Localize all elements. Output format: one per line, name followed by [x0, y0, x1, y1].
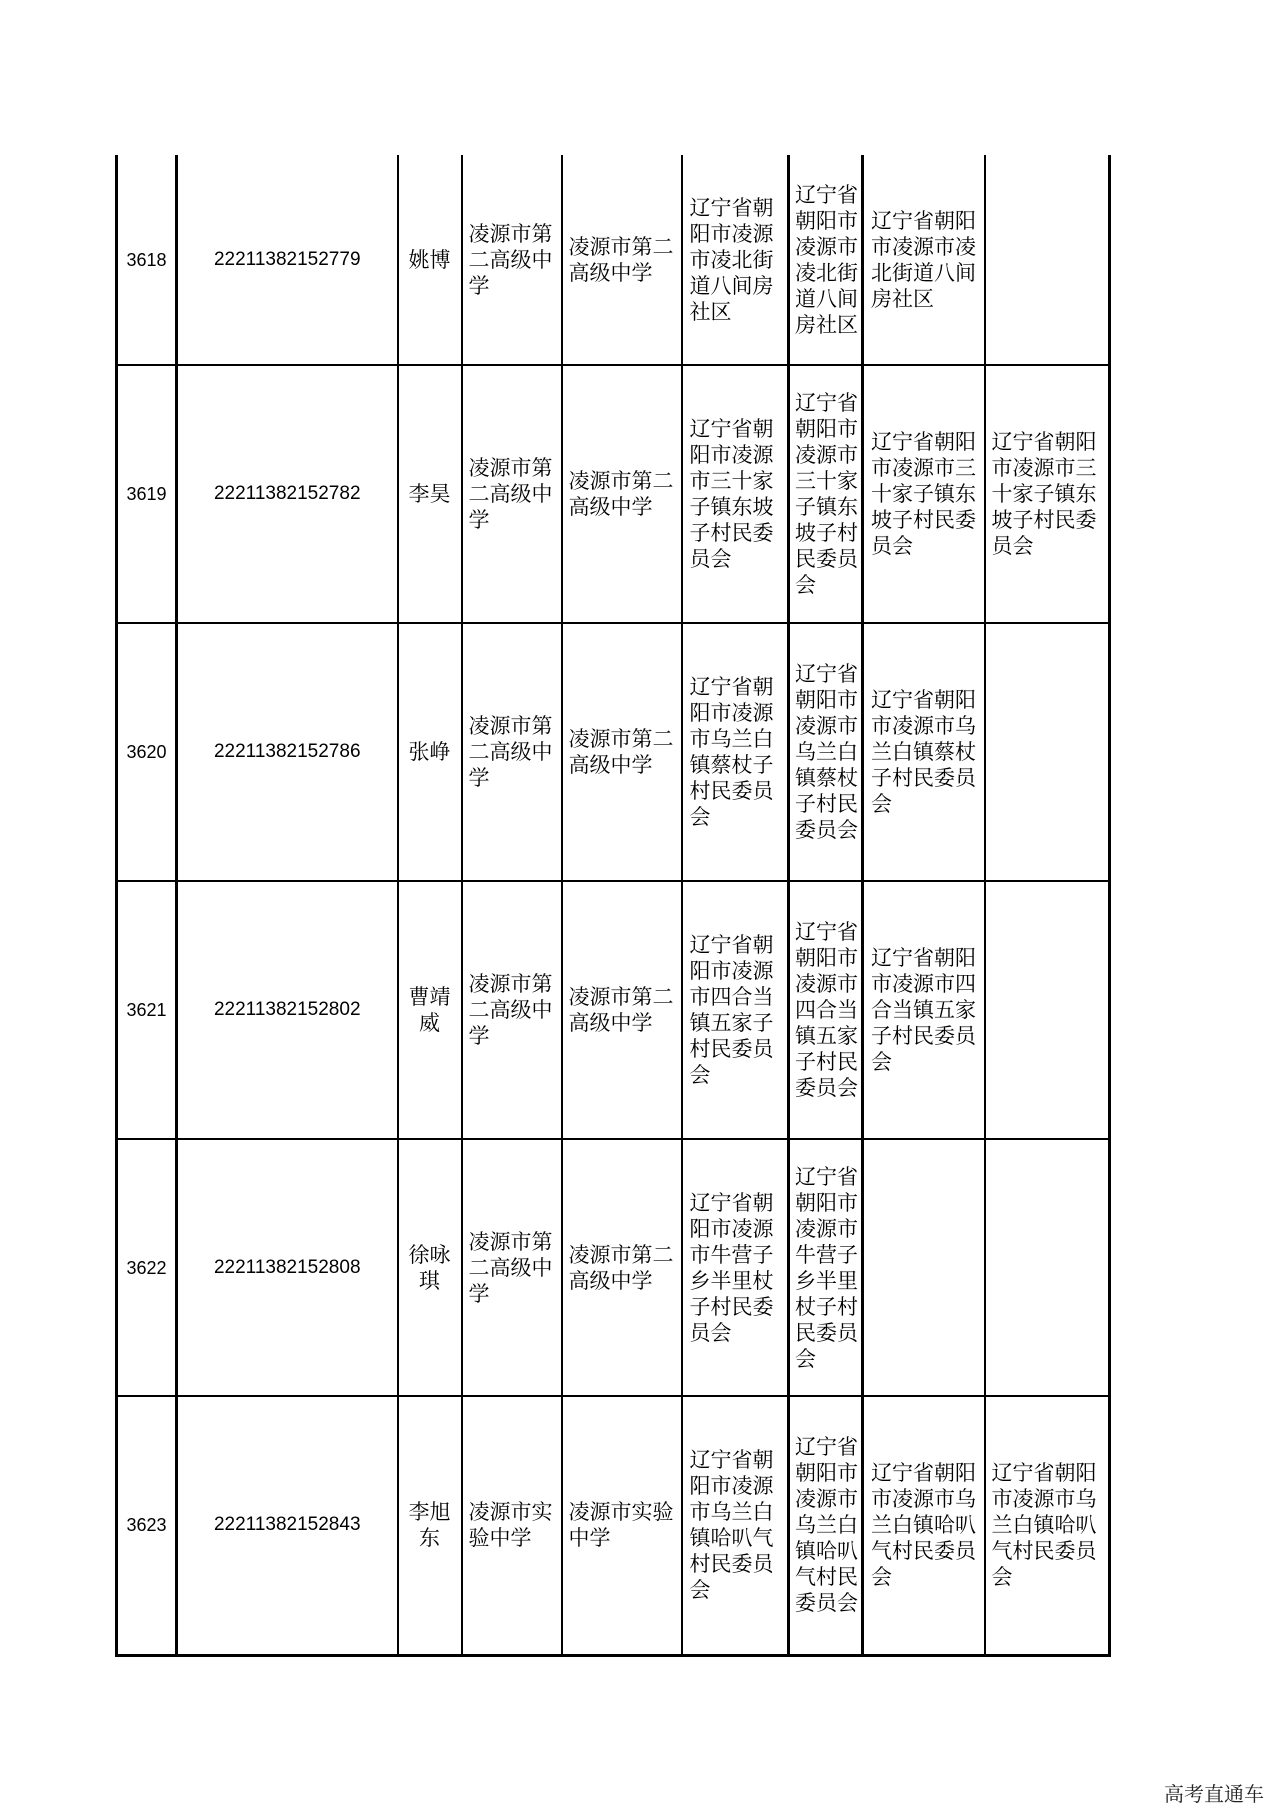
address-cell-1: 辽宁省朝阳市凌源市三十家子镇东坡子村民委员会	[682, 365, 789, 623]
school-cell-2: 凌源市第二高级中学	[562, 623, 682, 881]
row-number-cell: 3618	[117, 155, 177, 365]
address-cell-4	[985, 1139, 1110, 1396]
school-cell-2: 凌源市第二高级中学	[562, 365, 682, 623]
address-cell-3: 辽宁省朝阳市凌源市乌兰白镇哈叭气村民委员会	[863, 1396, 985, 1655]
address-cell-4	[985, 155, 1110, 365]
row-number-cell: 3623	[117, 1396, 177, 1655]
address-cell-2: 辽宁省朝阳市凌源市四合当镇五家子村民委员会	[789, 881, 863, 1139]
school-cell-2: 凌源市第二高级中学	[562, 1139, 682, 1396]
footer-watermark: 高考直通车	[1164, 1782, 1264, 1806]
school-cell: 凌源市第二高级中学	[462, 365, 562, 623]
school-cell: 凌源市实验中学	[462, 1396, 562, 1655]
id-number-cell: 22211382152808	[177, 1139, 398, 1396]
address-cell-3	[863, 1139, 985, 1396]
address-cell-1: 辽宁省朝阳市凌源市乌兰白镇哈叭气村民委员会	[682, 1396, 789, 1655]
table-row	[117, 365, 1110, 623]
address-cell-4: 辽宁省朝阳市凌源市三十家子镇东坡子村民委员会	[985, 365, 1110, 623]
name-cell: 李昊	[398, 365, 462, 623]
table-row	[117, 155, 1110, 365]
table-row	[117, 1139, 1110, 1396]
row-number-cell: 3621	[117, 881, 177, 1139]
address-cell-2: 辽宁省朝阳市凌源市牛营子乡半里杖子村民委员会	[789, 1139, 863, 1396]
row-number-cell: 3622	[117, 1139, 177, 1396]
id-number-cell: 22211382152843	[177, 1396, 398, 1655]
name-cell: 徐咏琪	[398, 1139, 462, 1396]
address-cell-3: 辽宁省朝阳市凌源市四合当镇五家子村民委员会	[863, 881, 985, 1139]
school-cell: 凌源市第二高级中学	[462, 623, 562, 881]
name-cell: 张峥	[398, 623, 462, 881]
id-number-cell: 22211382152802	[177, 881, 398, 1139]
address-cell-1: 辽宁省朝阳市凌源市四合当镇五家子村民委员会	[682, 881, 789, 1139]
table-row	[117, 1396, 1110, 1655]
student-table	[115, 155, 1111, 1657]
table-row	[117, 623, 1110, 881]
id-number-cell: 22211382152782	[177, 365, 398, 623]
school-cell: 凌源市第二高级中学	[462, 1139, 562, 1396]
id-number-cell: 22211382152786	[177, 623, 398, 881]
table-row	[117, 881, 1110, 1139]
name-cell: 曹靖威	[398, 881, 462, 1139]
school-cell-2: 凌源市第二高级中学	[562, 155, 682, 365]
row-number-cell: 3620	[117, 623, 177, 881]
address-cell-4: 辽宁省朝阳市凌源市乌兰白镇哈叭气村民委员会	[985, 1396, 1110, 1655]
row-number-cell: 3619	[117, 365, 177, 623]
address-cell-4	[985, 623, 1110, 881]
address-cell-2: 辽宁省朝阳市凌源市乌兰白镇蔡杖子村民委员会	[789, 623, 863, 881]
address-cell-3: 辽宁省朝阳市凌源市凌北街道八间房社区	[863, 155, 985, 365]
school-cell-2: 凌源市实验中学	[562, 1396, 682, 1655]
address-cell-1: 辽宁省朝阳市凌源市乌兰白镇蔡杖子村民委员会	[682, 623, 789, 881]
address-cell-3: 辽宁省朝阳市凌源市乌兰白镇蔡杖子村民委员会	[863, 623, 985, 881]
school-cell-2: 凌源市第二高级中学	[562, 881, 682, 1139]
address-cell-2: 辽宁省朝阳市凌源市凌北街道八间房社区	[789, 155, 863, 365]
school-cell: 凌源市第二高级中学	[462, 155, 562, 365]
address-cell-4	[985, 881, 1110, 1139]
address-cell-3: 辽宁省朝阳市凌源市三十家子镇东坡子村民委员会	[863, 365, 985, 623]
name-cell: 李旭东	[398, 1396, 462, 1655]
address-cell-2: 辽宁省朝阳市凌源市乌兰白镇哈叭气村民委员会	[789, 1396, 863, 1655]
address-cell-1: 辽宁省朝阳市凌源市凌北街道八间房社区	[682, 155, 789, 365]
id-number-cell: 22211382152779	[177, 155, 398, 365]
name-cell: 姚博	[398, 155, 462, 365]
address-cell-2: 辽宁省朝阳市凌源市三十家子镇东坡子村民委员会	[789, 365, 863, 623]
address-cell-1: 辽宁省朝阳市凌源市牛营子乡半里杖子村民委员会	[682, 1139, 789, 1396]
school-cell: 凌源市第二高级中学	[462, 881, 562, 1139]
